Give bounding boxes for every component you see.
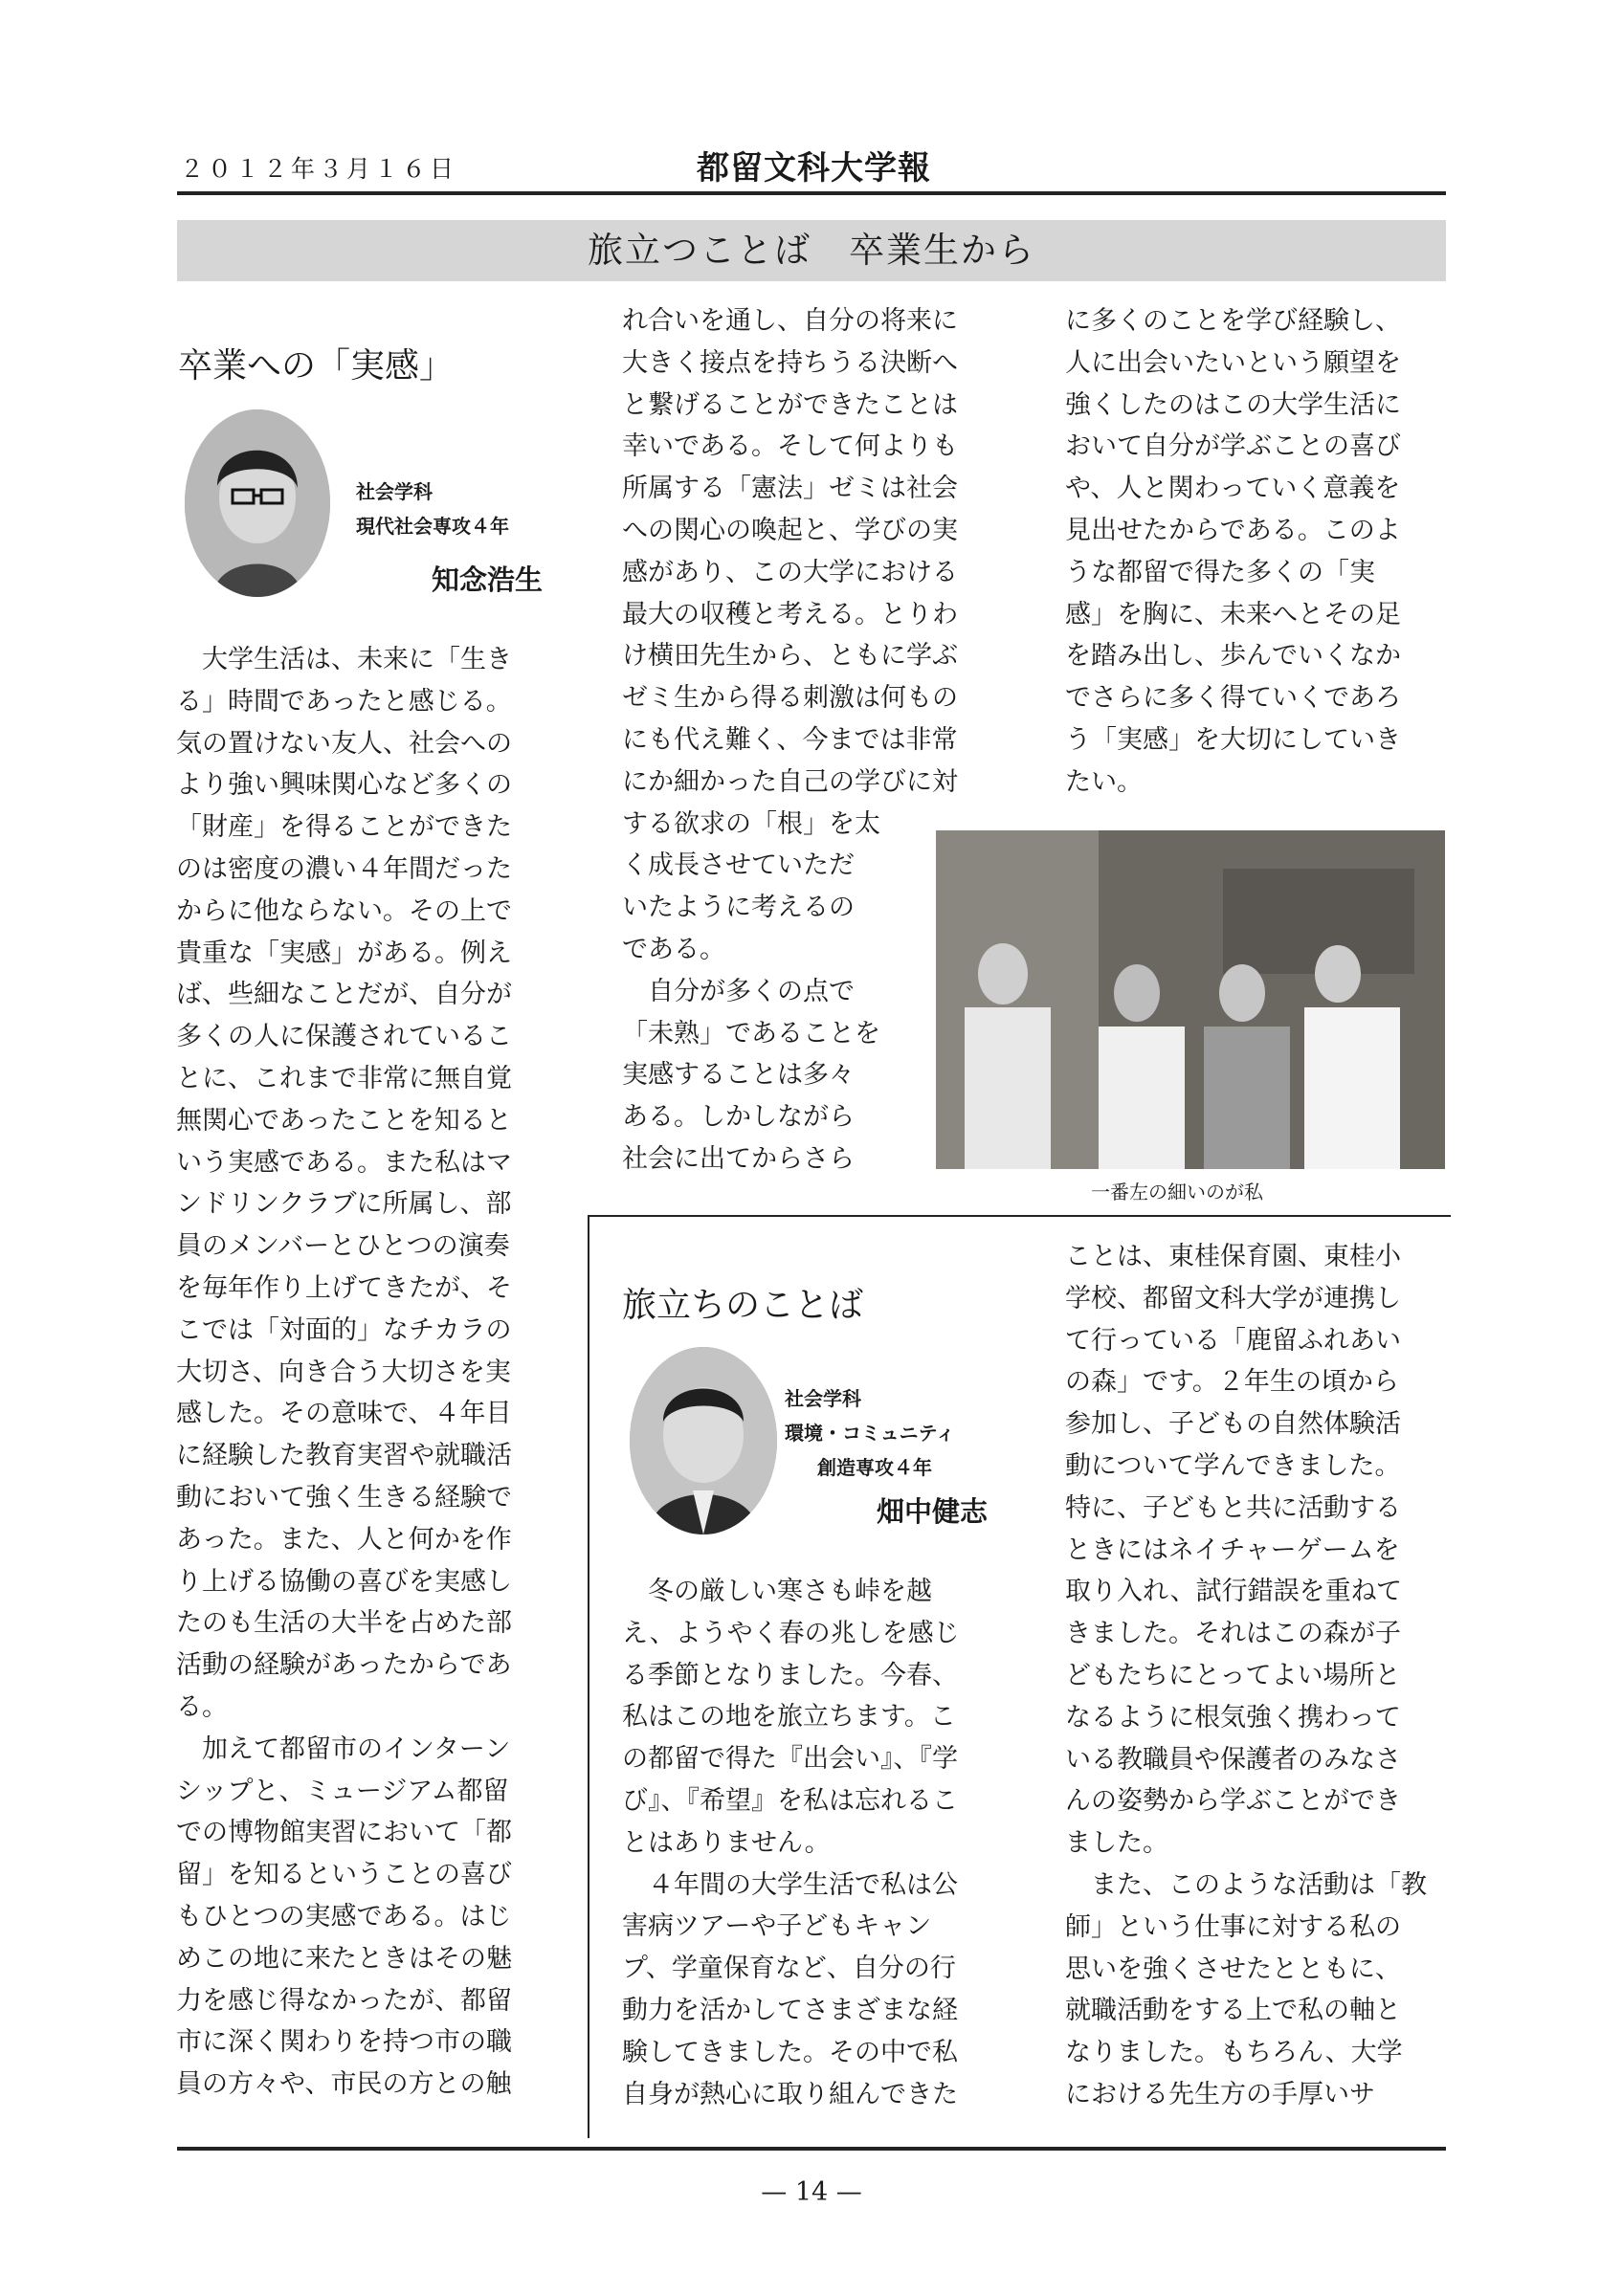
text-line: 自身が熱心に取り組んできた [622,2079,958,2109]
section-banner: 旅立つことば 卒業生から [177,220,1446,281]
text-line: いたように考えるの [622,893,855,923]
masthead: 都留文科大学報 [697,149,931,188]
author1-dept: 社会学科 [356,480,433,503]
text-line: ました。 [1065,1828,1168,1859]
text-line: ゼミ生から得る刺激は何もの [622,683,958,714]
text-line: からに他ならない。その上で [176,895,512,926]
text-line: での博物館実習において「都 [176,1818,512,1848]
text-line: 動について学んできました。 [1065,1450,1401,1481]
text-line: にも代え難く、今までは非常 [622,724,958,755]
text-line: び』、『希望』を私は忘れるこ [622,1785,958,1816]
text-line: 強くしたのはこの大学生活に [1065,389,1401,420]
text-line: 大きく接点を持ちうる決断へ [622,347,958,378]
text-line: また、このような活動は「教 [1091,1869,1427,1900]
text-line: て行っている「鹿留ふれあい [1065,1325,1401,1356]
text-line: きました。それはこの森が子 [1065,1619,1401,1649]
text-line: ある。しかしながら [622,1102,855,1133]
author2-major: 創造専攻４年 [817,1456,932,1479]
article2-column-3 [1065,1236,1427,2116]
text-line: 市に深く関わりを持つ市の職 [176,2027,512,2058]
article1-column-2 [622,300,958,1181]
text-line: への関心の喚起と、学びの実 [622,515,958,545]
text-line: めこの地に来たときはその魅 [176,1943,512,1974]
text-line: 大学生活は、未来に「生き [202,645,512,674]
text-line: 員のメンバーとひとつの演奏 [176,1231,510,1262]
text-line: より強い興味関心など多くの [176,770,512,801]
article1-title: 卒業への「実感」 [178,346,455,386]
text-line: る」時間であったと感じる。 [176,686,512,717]
text-line: う「実感」を大切にしていき [1065,724,1401,755]
text-line: 加えて都留市のインターン [202,1733,511,1764]
text-line: プ、学童保育など、自分の行 [622,1954,956,1984]
text-line: どもたちにとってよい場所と [1065,1660,1401,1690]
author1-major: 現代社会専攻４年 [356,515,509,538]
author2-portrait [630,1347,777,1534]
article1-column-1 [176,639,512,2106]
text-line: 師」という仕事に対する私の [1065,1911,1401,1942]
text-line: や、人と関わっていく意義を [1065,474,1401,504]
text-line: る。 [176,1691,228,1722]
text-line: け横田先生から、ともに学ぶ [622,641,958,672]
text-line: ときにはネイチャーゲームを [1065,1534,1400,1565]
author2-affiliation [785,1381,955,1485]
text-line: 動力を活かしてさまざまな経 [622,1995,958,2025]
text-line: たい。 [1065,766,1143,797]
text-line: 貴重な「実感」がある。例え [176,938,512,968]
text-line: 所属する「憲法」ゼミは社会 [622,474,958,504]
text-line: である。 [622,934,725,964]
text-line: のは密度の濃い４年間だった [176,853,512,884]
text-line: ンドリンクラブに所属し、部 [176,1189,512,1220]
footer-rule [177,2147,1446,2151]
text-line: 留」を知るということの喜び [176,1860,512,1890]
text-line: 多くの人に保護されているこ [176,1022,512,1052]
text-line: 気の置けない友人、社会への [176,728,512,759]
author1-affiliation [356,475,509,543]
text-line: 感」を胸に、未来へとその足 [1065,599,1401,629]
group-photo-image [936,830,1445,1169]
text-line: え、ようやく春の兆しを感じ [622,1618,960,1648]
text-line: でさらに多く得ていくであろ [1065,683,1401,714]
text-line: 私はこの地を旅立ちます。こ [622,1702,956,1733]
author1-name: 知念浩生 [432,563,544,596]
text-line: を毎年作り上げてきたが、そ [176,1272,512,1303]
author2-dept: 社会学科 [785,1387,861,1410]
article2-title: 旅立ちのことば [622,1286,864,1325]
text-line: 参加し、子どもの自然体験活 [1065,1409,1401,1440]
text-line: に経験した教育実習や就職活 [176,1441,512,1471]
text-line: いる教職員や保護者のみなさ [1065,1744,1401,1775]
text-line: 社会に出てからさら [622,1143,855,1174]
text-line: 見出せたからである。このよ [1065,515,1401,545]
author2-name: 畑中健志 [877,1495,989,1528]
text-line: 力を感じ得なかったが、都留 [176,1985,512,2016]
text-line: れ合いを通し、自分の将来に [622,306,958,336]
page-number: — 14 — [761,2177,862,2207]
article2-top-rule [588,1215,1451,1217]
text-line: 活動の経験があったからであ [176,1650,512,1681]
text-line: における先生方の手厚いサ [1065,2079,1375,2109]
text-line: 就職活動をする上で私の軸と [1065,1996,1401,2026]
portrait-image [185,409,330,597]
text-line: ことは、東桂保育園、東桂小 [1065,1242,1401,1271]
text-line: あった。また、人と何かを作 [176,1524,512,1555]
text-line: 動において強く生きる経験で [176,1482,512,1512]
text-line: の都留で得た『出会い』、『学 [622,1744,958,1775]
text-line: 思いを強くさせたとともに、 [1065,1954,1401,1984]
text-line: 人に出会いたいという願望を [1065,347,1401,378]
text-line: に多くのことを学び経験し、 [1065,306,1401,336]
issue-date: ２０１２年３月１６日 [180,155,458,183]
portrait-image [630,1347,777,1534]
text-line: 最大の収穫と考える。とりわ [622,599,958,629]
text-line: うな都留で得た多くの「実 [1065,557,1375,587]
text-line: と繋げることができたことは [622,389,958,420]
text-line: を踏み出し、歩んでいくなか [1065,641,1401,672]
text-line: 感があり、この大学における [622,557,958,587]
photo-caption: 一番左の細いのが私 [1091,1181,1263,1203]
author2-course: 環境・コミュニティ [785,1422,955,1445]
text-line: 験してきました。その中で私 [622,2037,958,2067]
text-line: おいて自分が学ぶことの喜び [1065,431,1401,462]
text-line: 特に、子どもと共に活動する [1065,1492,1401,1523]
text-line: シップと、ミュージアム都留 [176,1776,509,1806]
text-line: る季節となりました。今春、 [622,1660,958,1690]
text-line: 大切さ、向き合う大切さを実 [176,1357,511,1387]
text-line: 「未熟」であることを [622,1018,880,1049]
text-line: 「財産」を得ることができた [176,812,512,843]
text-line: んの姿勢から学ぶことができ [1065,1786,1401,1817]
text-line: 学校、都留文科大学が連携し [1065,1283,1401,1314]
header-rule [177,191,1446,195]
group-photo [936,830,1445,1169]
text-line: 冬の厳しい寒さも峠を越 [648,1577,932,1606]
text-line: 害病ツアーや子どもキャン [622,1911,932,1942]
text-line: 無関心であったことを知ると [176,1105,512,1136]
text-line: する欲求の「根」を太 [622,808,880,839]
text-line: いう実感である。また私はマ [176,1147,512,1178]
text-line: なるように根気強く携わって [1065,1702,1401,1733]
text-line: 員の方々や、市民の方との触 [176,2069,512,2100]
article2-left-rule [588,1215,589,2138]
text-line: たのも生活の大半を占めた部 [176,1608,512,1639]
text-line: り上げる協働の喜びを実感し [176,1566,512,1597]
text-line: とに、これまで非常に無自覚 [176,1063,512,1093]
text-line: ば、些細なことだが、自分が [176,980,512,1010]
text-line: く成長させていただ [622,850,855,881]
text-line: にか細かった自己の学びに対 [622,766,958,797]
text-line: もひとつの実感である。はじ [176,1901,512,1932]
text-line: なりました。もちろん、大学 [1065,2038,1403,2068]
text-line: とはありません。 [622,1827,831,1858]
text-line: 取り入れ、試行錯誤を重ねて [1065,1577,1402,1607]
text-line: 感した。その意味で、４年目 [176,1399,512,1429]
text-line: の森」です。２年生の頃から [1065,1367,1399,1398]
text-line: 幸いである。そして何よりも [622,431,958,462]
text-line: 自分が多くの点で [648,976,855,1006]
text-line: こでは「対面的」なチカラの [176,1314,512,1345]
text-line: ４年間の大学生活で私は公 [648,1869,958,1900]
article2-column-2 [622,1571,960,2115]
text-line: 実感することは多々 [622,1060,855,1091]
article1-column-3 [1065,300,1401,804]
author1-portrait [185,409,330,597]
